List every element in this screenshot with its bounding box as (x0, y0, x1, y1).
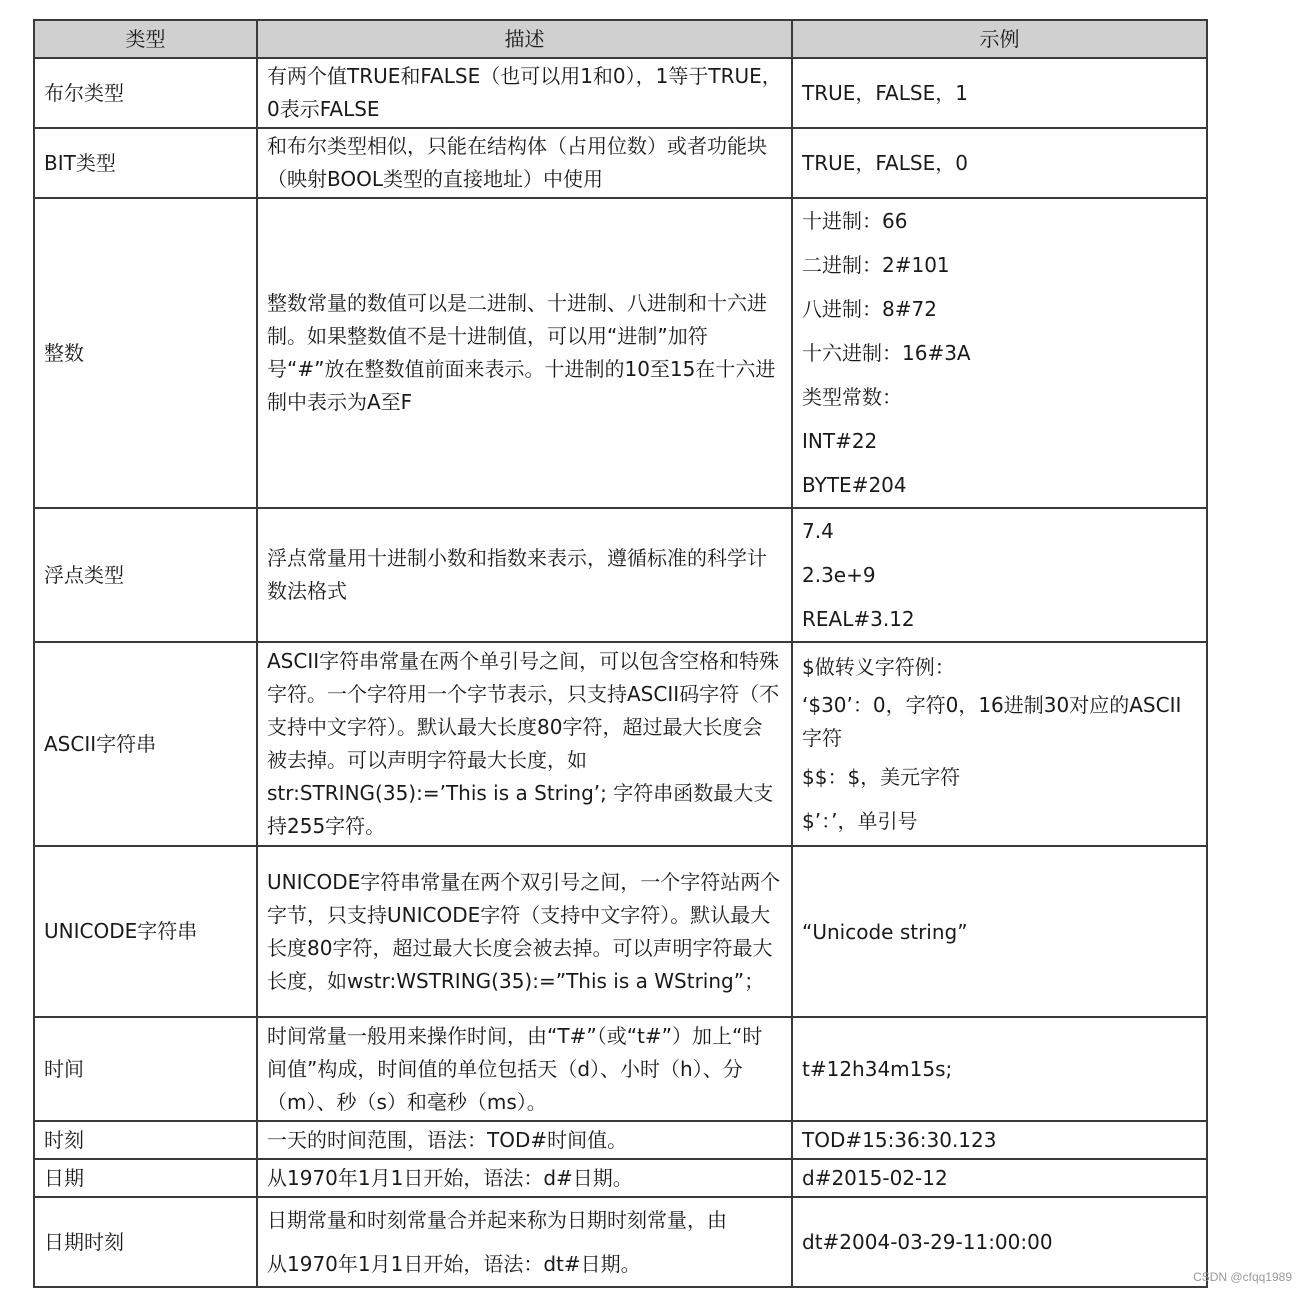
example-line: REAL#3.12 (802, 607, 915, 631)
description-cell: ASCII字符串常量在两个单引号之间，可以包含空格和特殊字符。一个字符用一个字节表示，只支持ASCII码字符（不支持中文字符）。默认最大长度80字符，超过最大长度会被去掉。可以声明字符最大长度，如str:STRING(35):=’This is a String’; 字符串函数最大支持255字符。 (257, 642, 792, 846)
type-cell: ASCII字符串 (34, 642, 257, 846)
example-line: 2.3e+9 (802, 563, 876, 587)
description-line: 从1970年1月1日开始，语法：dt#日期。 (267, 1252, 641, 1276)
table-row (34, 846, 1207, 1017)
example-line: 二进制：2#101 (802, 253, 950, 277)
example-line: BYTE#204 (802, 473, 907, 497)
description-cell: 浮点常量用十进制小数和指数来表示，遵循标准的科学计数法格式 (257, 508, 792, 642)
example-line: 十六进制：16#3A (802, 341, 971, 365)
type-cell: 日期时刻 (34, 1197, 257, 1287)
example-line: $’：’，单引号 (802, 809, 918, 833)
example-line: 八进制：8#72 (802, 297, 937, 321)
type-cell: UNICODE字符串 (34, 846, 257, 1017)
cropped-preceding-text (0, 0, 1306, 18)
type-cell: 整数 (34, 198, 257, 508)
example-line: TRUE，FALSE，1 (802, 81, 968, 105)
example-cell (792, 128, 1207, 198)
table-row (34, 198, 1207, 508)
header-example: 示例 (792, 20, 1207, 58)
example-line: t#12h34m15s; (802, 1057, 953, 1081)
header-type: 类型 (34, 20, 257, 58)
example-cell (792, 1017, 1207, 1121)
example-cell (792, 58, 1207, 128)
example-line: 十进制：66 (802, 209, 908, 233)
example-line: “Unicode string” (802, 919, 968, 944)
example-line: INT#22 (802, 429, 878, 453)
example-line: dt#2004-03-29-11:00:00 (802, 1230, 1053, 1254)
type-cell: 时间 (34, 1017, 257, 1121)
type-cell: 时刻 (34, 1121, 257, 1159)
example-line: 7.4 (802, 519, 834, 543)
table-row (34, 58, 1207, 128)
table-row (34, 642, 1207, 846)
description-cell: 和布尔类型相似，只能在结构体（占用位数）或者功能块（映射BOOL类型的直接地址）中使用 (257, 128, 792, 198)
example-cell (792, 642, 1207, 846)
type-cell: 浮点类型 (34, 508, 257, 642)
example-line: $做转义字符例： (802, 655, 955, 679)
example-line: $$：$，美元字符 (802, 765, 961, 789)
example-cell (792, 1121, 1207, 1159)
example-cell (792, 508, 1207, 642)
example-line: d#2015-02-12 (802, 1165, 948, 1190)
example-line: ‘$30’：0，字符0，16进制30对应的ASCII字符 (802, 693, 1182, 750)
description-cell (257, 1197, 792, 1287)
description-line: 日期常量和时刻常量合并起来称为日期时刻常量，由 (267, 1208, 727, 1232)
example-cell (792, 1159, 1207, 1197)
description-cell: 时间常量一般用来操作时间，由“T#”（或“t#”）加上“时间值”构成，时间值的单位包括天（d）、小时（h）、分（m）、秒（s）和毫秒（ms）。 (257, 1017, 792, 1121)
table-row (34, 1121, 1207, 1159)
description-cell: 有两个值TRUE和FALSE（也可以用1和0），1等于TRUE，0表示FALSE (257, 58, 792, 128)
type-cell: 日期 (34, 1159, 257, 1197)
example-cell (792, 846, 1207, 1017)
example-line: 类型常数： (802, 385, 902, 409)
description-cell: UNICODE字符串常量在两个双引号之间，一个字符站两个字节，只支持UNICODE字符（支持中文字符）。默认最大长度80字符，超过最大长度会被去掉。可以声明字符最大长度，如wstr:WSTRING(35):=”This is a WString”； (257, 846, 792, 1017)
description-cell: 整数常量的数值可以是二进制、十进制、八进制和十六进制。如果整数值不是十进制值，可以用“进制”加符号“#”放在整数值前面来表示。十进制的10至15在十六进制中表示为A至F (257, 198, 792, 508)
table-row (34, 1159, 1207, 1197)
table-row (34, 1197, 1207, 1287)
watermark: CSDN @cfqq1989 (1193, 1270, 1292, 1284)
example-cell (792, 1197, 1207, 1287)
description-cell: 从1970年1月1日开始，语法：d#日期。 (257, 1159, 792, 1197)
description-cell: 一天的时间范围，语法：TOD#时间值。 (257, 1121, 792, 1159)
example-cell (792, 198, 1207, 508)
example-line: TOD#15:36:30.123 (802, 1127, 997, 1152)
header-description: 描述 (257, 20, 792, 58)
example-line: TRUE，FALSE，0 (802, 151, 968, 175)
data-type-constants-table (33, 19, 1208, 1288)
table-row (34, 1017, 1207, 1121)
type-cell: 布尔类型 (34, 58, 257, 128)
table-row (34, 508, 1207, 642)
table-header-row (34, 20, 1207, 58)
type-cell: BIT类型 (34, 128, 257, 198)
table-row (34, 128, 1207, 198)
